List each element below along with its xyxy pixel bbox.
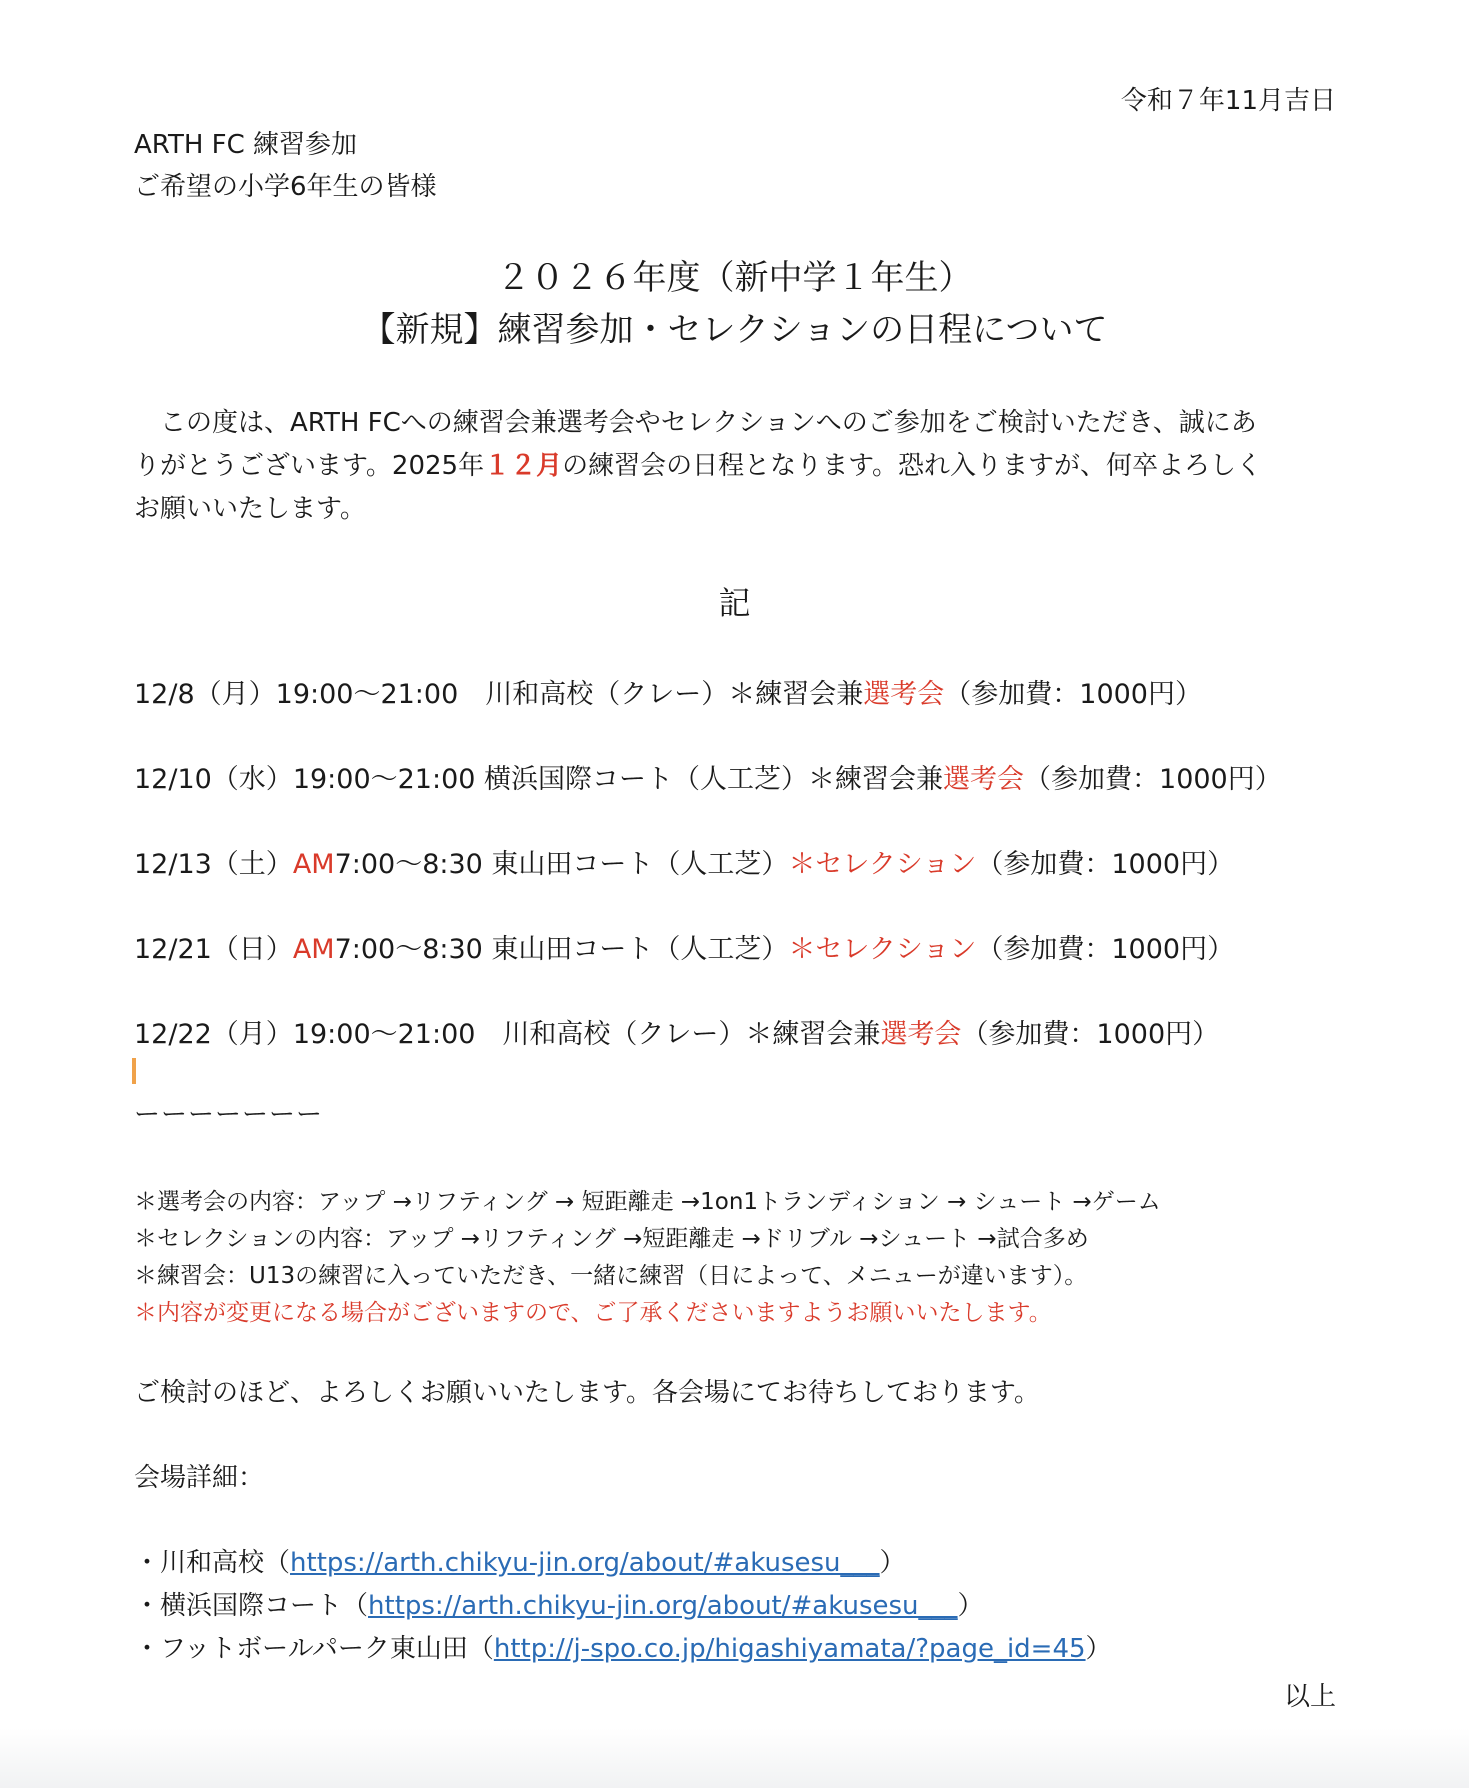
issue-date: 令和７年11月吉日 bbox=[1120, 86, 1336, 116]
schedule-tag: 選考会 bbox=[880, 1019, 962, 1050]
title-line-2: 【新規】練習参加・セレクションの日程について bbox=[361, 310, 1108, 350]
schedule-fee: （参加費：1000円） bbox=[961, 1019, 1220, 1050]
note-selection-content: ＊選考会の内容：アップ →リフティング → 短距離走 →1on1トランディション → シュート →ゲーム bbox=[134, 1189, 1161, 1215]
intro-line-3: お願いいたします。 bbox=[134, 494, 366, 524]
separator-line: ーーーーーーー bbox=[134, 1100, 324, 1130]
note-practice: ＊練習会：U13の練習に入っていただき、一緒に練習（日によって、メニューが違います）。 bbox=[134, 1263, 1088, 1289]
schedule-date: 12/13（土） bbox=[134, 849, 293, 880]
venue-item bbox=[134, 1628, 1112, 1671]
schedule-time: 7:00〜8:30 東山田コート（人工芝） bbox=[334, 934, 789, 965]
schedule-time: 19:00〜21:00 川和高校（クレー）＊練習会兼 bbox=[275, 679, 864, 710]
schedule-time: 19:00〜21:00 横浜国際コート（人工芝）＊練習会兼 bbox=[292, 764, 944, 795]
schedule-fee: （参加費：1000円） bbox=[944, 679, 1202, 710]
schedule-tag: 選考会 bbox=[863, 679, 945, 710]
ki-heading: 記 bbox=[718, 584, 751, 622]
schedule-date: 12/10（水） bbox=[134, 764, 293, 795]
schedule-row bbox=[134, 927, 1234, 966]
intro-line-2-post: の練習会の日程となります。恐れ入りますが、何卒よろしく bbox=[562, 451, 1263, 481]
intro-line-2-pre: りがとうございます。2025年 bbox=[134, 451, 485, 481]
venue-name: ・フットボールパーク東山田（ bbox=[134, 1634, 494, 1664]
schedule-time: 19:00〜21:00 川和高校（クレー）＊練習会兼 bbox=[292, 1019, 881, 1050]
text-cursor[interactable] bbox=[132, 1058, 136, 1084]
intro-month: １２月 bbox=[484, 451, 563, 481]
schedule-row bbox=[134, 672, 1202, 711]
venue-item bbox=[134, 1585, 984, 1628]
venue-link[interactable]: https://arth.chikyu-jin.org/about/#akusesu___ bbox=[290, 1548, 880, 1578]
note-selection-event: ＊セレクションの内容：アップ →リフティング →短距離走 →ドリブル →シュート →試合多め bbox=[134, 1226, 1089, 1252]
schedule-am: AM bbox=[292, 849, 335, 880]
venue-link[interactable]: http://j-spo.co.jp/higashiyamata/?page_id=45 bbox=[493, 1634, 1086, 1664]
schedule-fee: （参加費：1000円） bbox=[976, 849, 1235, 880]
schedule-row bbox=[134, 757, 1282, 796]
venue-item bbox=[134, 1542, 906, 1585]
venue-close: ） bbox=[957, 1591, 984, 1621]
schedule-time: 7:00〜8:30 東山田コート（人工芝） bbox=[334, 849, 789, 880]
schedule-am: AM bbox=[292, 934, 335, 965]
intro-line-1: この度は、ARTH FCへの練習会兼選考会やセレクションへのご参加をご検討いただき、誠にあ bbox=[134, 408, 1257, 438]
venue-name: ・川和高校（ bbox=[134, 1548, 291, 1578]
venue-close: ） bbox=[879, 1548, 906, 1578]
schedule-date: 12/21（日） bbox=[134, 934, 293, 965]
schedule-row bbox=[134, 1012, 1219, 1051]
schedule-fee: （参加費：1000円） bbox=[976, 934, 1235, 965]
venue-name: ・横浜国際コート（ bbox=[134, 1591, 369, 1621]
addressee-line-1: ARTH FC 練習参加 bbox=[134, 130, 358, 160]
intro-line-2 bbox=[134, 445, 1262, 488]
venue-close: ） bbox=[1085, 1634, 1112, 1664]
schedule-date: 12/8（月） bbox=[134, 679, 276, 710]
page-bottom-shade bbox=[0, 1728, 1469, 1788]
title-line-1: ２０２６年度（新中学１年生） bbox=[496, 258, 973, 298]
end-mark: 以上 bbox=[1283, 1682, 1336, 1712]
note-change-warning: ＊内容が変更になる場合がございますので、ご了承くださいますようお願いいたします。 bbox=[134, 1300, 1052, 1326]
venue-heading: 会場詳細： bbox=[134, 1463, 265, 1493]
schedule-fee: （参加費：1000円） bbox=[1024, 764, 1282, 795]
schedule-row bbox=[134, 842, 1234, 881]
schedule-date: 12/22（月） bbox=[134, 1019, 293, 1050]
addressee-line-2: ご希望の小学6年生の皆様 bbox=[134, 172, 437, 202]
closing-text: ご検討のほど、よろしくお願いいたします。各会場にてお待ちしております。 bbox=[134, 1378, 1040, 1408]
schedule-tag: 選考会 bbox=[943, 764, 1025, 795]
venue-link[interactable]: https://arth.chikyu-jin.org/about/#akusesu___ bbox=[368, 1591, 958, 1621]
schedule-tag: ＊セレクション bbox=[788, 934, 977, 965]
schedule-tag: ＊セレクション bbox=[788, 849, 977, 880]
